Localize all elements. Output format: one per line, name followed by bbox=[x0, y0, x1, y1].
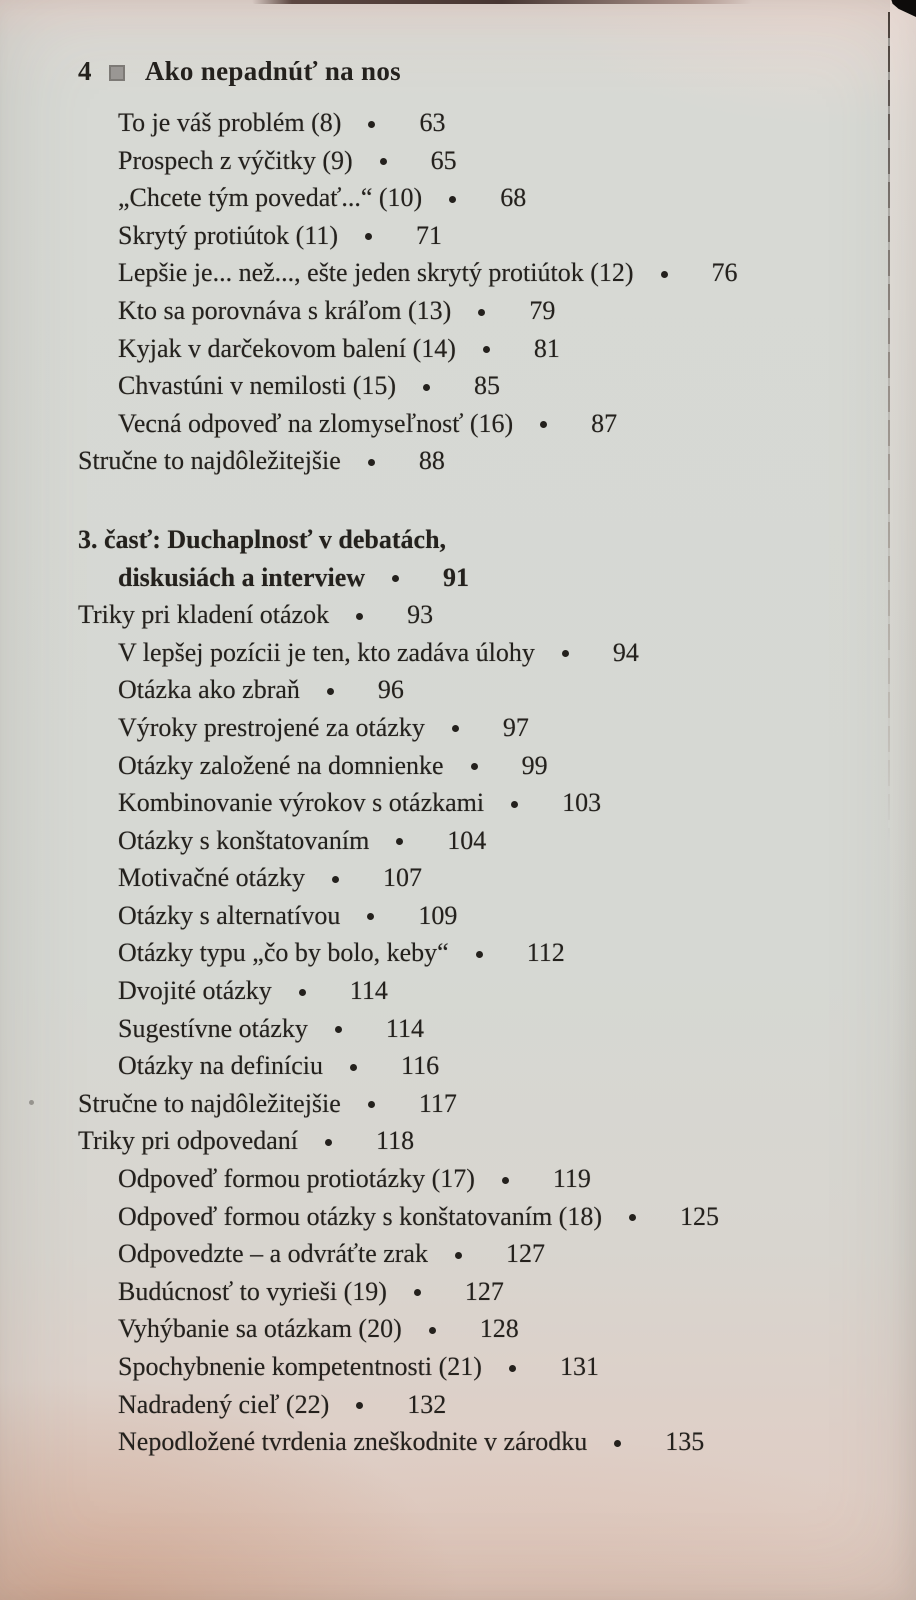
toc-entry bbox=[78, 179, 878, 217]
entry-page-number: 85 bbox=[474, 371, 501, 401]
entry-title: To je váš problém (8) bbox=[118, 108, 342, 137]
bullet-icon bbox=[471, 763, 478, 770]
bullet-icon bbox=[396, 838, 403, 845]
bullet-icon bbox=[540, 421, 547, 428]
entry-title: V lepšej pozícii je ten, kto zadáva úlohy bbox=[118, 637, 535, 667]
bullet-icon bbox=[367, 913, 374, 920]
entry-page-number: 88 bbox=[418, 446, 445, 476]
toc-list bbox=[78, 104, 878, 1461]
bullet-icon bbox=[368, 121, 375, 128]
entry-page-number: 96 bbox=[377, 675, 404, 705]
toc-entry bbox=[78, 859, 878, 897]
entry-page-number: 125 bbox=[680, 1201, 719, 1231]
entry-title: Skrytý protiútok (11) bbox=[118, 220, 339, 250]
entry-page-number: 97 bbox=[502, 712, 529, 742]
bullet-icon bbox=[614, 1440, 621, 1447]
bullet-icon bbox=[392, 575, 399, 582]
entry-page-number: 94 bbox=[612, 637, 639, 667]
bullet-icon bbox=[476, 951, 483, 958]
entry-page-number: 135 bbox=[665, 1427, 705, 1457]
square-bullet-icon bbox=[109, 65, 125, 81]
page-number: 4 bbox=[78, 56, 92, 86]
toc-entry bbox=[78, 897, 878, 935]
toc-entry bbox=[78, 972, 878, 1010]
toc-entry bbox=[78, 142, 878, 180]
bullet-icon bbox=[509, 1365, 516, 1372]
toc-entry bbox=[78, 1047, 878, 1085]
toc-entry bbox=[78, 254, 878, 292]
bullet-icon bbox=[350, 1064, 357, 1071]
entry-page-number: 63 bbox=[419, 108, 446, 137]
bullet-icon bbox=[325, 1139, 332, 1146]
bullet-icon bbox=[455, 1252, 462, 1259]
entry-title: Odpoveď formou protiotázky (17) bbox=[118, 1164, 475, 1194]
entry-title: Vyhýbanie sa otázkam (20) bbox=[118, 1314, 402, 1344]
entry-page-number: 127 bbox=[464, 1276, 504, 1306]
toc-entry bbox=[78, 405, 878, 443]
entry-page-number: 132 bbox=[407, 1389, 447, 1419]
page-edge-line bbox=[888, 12, 890, 842]
toc-entry bbox=[78, 521, 878, 559]
toc-entry bbox=[78, 634, 878, 672]
toc-entry bbox=[78, 1122, 878, 1160]
entry-title: Otázka ako zbraň bbox=[118, 675, 300, 705]
toc-entry bbox=[78, 1348, 878, 1386]
bullet-icon bbox=[511, 801, 518, 808]
entry-page-number: 93 bbox=[407, 600, 434, 630]
toc-entry bbox=[78, 1198, 878, 1236]
entry-title: Nepodložené tvrdenia zneškodnite v zárodku bbox=[118, 1427, 588, 1457]
entry-title: Otázky na definíciu bbox=[118, 1051, 324, 1081]
entry-title: Otázky typu „čo by bolo, keby“ bbox=[118, 938, 449, 968]
entry-page-number: 107 bbox=[383, 863, 422, 893]
entry-title: Odpoveď formou otázky s konštatovaním (18) bbox=[118, 1201, 602, 1231]
entry-title: Otázky s alternatívou bbox=[118, 900, 341, 930]
toc-entry bbox=[78, 822, 878, 860]
bullet-icon bbox=[368, 459, 375, 466]
toc-entry bbox=[78, 1423, 878, 1461]
toc-entry bbox=[78, 784, 878, 822]
bullet-icon bbox=[562, 650, 569, 657]
toc-entry bbox=[78, 559, 878, 597]
entry-page-number: 114 bbox=[385, 1013, 424, 1043]
bullet-icon bbox=[423, 384, 430, 391]
entry-title: Kyjak v darčekovom balení (14) bbox=[118, 333, 456, 363]
entry-title: Lepšie je... než..., ešte jeden skrytý protiútok (12) bbox=[118, 258, 634, 288]
entry-title: Triky pri odpovedaní bbox=[78, 1126, 299, 1156]
entry-page-number: 116 bbox=[401, 1051, 440, 1081]
entry-page-number: 91 bbox=[443, 562, 470, 592]
toc-entry bbox=[78, 1386, 878, 1424]
bullet-icon bbox=[449, 196, 456, 203]
entry-page-number: 127 bbox=[505, 1239, 545, 1269]
entry-page-number: 131 bbox=[559, 1352, 599, 1381]
entry-title: Dvojité otázky bbox=[118, 976, 272, 1006]
entry-title: Otázky s konštatovaním bbox=[118, 825, 370, 855]
entry-page-number: 99 bbox=[521, 750, 548, 780]
entry-page-number: 109 bbox=[418, 900, 458, 930]
bullet-icon bbox=[502, 1177, 509, 1184]
entry-title: Motivačné otázky bbox=[118, 863, 305, 893]
entry-title: Budúcnosť to vyrieši (19) bbox=[118, 1276, 387, 1306]
bullet-icon bbox=[380, 158, 387, 165]
toc-entry bbox=[78, 292, 878, 330]
bullet-icon bbox=[327, 688, 334, 695]
bullet-icon bbox=[414, 1289, 421, 1296]
toc-entry bbox=[78, 1160, 878, 1198]
entry-page-number: 65 bbox=[430, 145, 457, 175]
bullet-icon bbox=[332, 876, 339, 883]
bullet-icon bbox=[483, 346, 490, 353]
entry-page-number: 114 bbox=[349, 976, 388, 1006]
toc-entry bbox=[78, 367, 878, 405]
bullet-icon bbox=[429, 1327, 436, 1334]
toc-entry bbox=[78, 747, 878, 785]
entry-page-number: 79 bbox=[529, 295, 556, 325]
entry-title: Nadradený cieľ (22) bbox=[118, 1389, 330, 1419]
running-header bbox=[78, 56, 878, 87]
toc-entry bbox=[78, 442, 878, 480]
toc-entry bbox=[78, 1085, 878, 1123]
entry-title: Otázky založené na domnienke bbox=[118, 750, 444, 780]
page-edge-strip bbox=[890, 0, 916, 1600]
toc-entry bbox=[78, 330, 878, 368]
entry-title: Vecná odpoveď na zlomyseľnosť (16) bbox=[118, 408, 514, 438]
toc-entry bbox=[78, 104, 878, 142]
entry-page-number: 117 bbox=[418, 1088, 457, 1118]
bullet-icon bbox=[356, 1402, 363, 1409]
toc-entry bbox=[78, 1310, 878, 1348]
toc-entry bbox=[78, 1235, 878, 1273]
page-content bbox=[78, 56, 878, 1461]
entry-title: Stručne to najdôležitejšie bbox=[78, 446, 341, 476]
entry-title: „Chcete tým povedať...“ (10) bbox=[118, 183, 423, 213]
entry-page-number: 76 bbox=[711, 258, 738, 288]
entry-page-number: 68 bbox=[500, 183, 527, 213]
entry-title: Triky pri kladení otázok bbox=[78, 600, 330, 630]
toc-entry bbox=[78, 217, 878, 255]
entry-title: Stručne to najdôležitejšie bbox=[78, 1088, 341, 1118]
bullet-icon bbox=[368, 1101, 375, 1108]
toc-entry bbox=[78, 1273, 878, 1311]
entry-title: Kto sa porovnáva s kráľom (13) bbox=[118, 295, 452, 325]
entry-title: Kombinovanie výrokov s otázkami bbox=[118, 788, 485, 818]
entry-title: diskusiách a interview bbox=[118, 562, 366, 592]
entry-page-number: 112 bbox=[526, 938, 565, 968]
toc-entry bbox=[78, 671, 878, 709]
entry-page-number: 87 bbox=[591, 408, 618, 438]
bullet-icon bbox=[629, 1214, 636, 1221]
bullet-icon bbox=[661, 271, 668, 278]
entry-page-number: 118 bbox=[376, 1126, 415, 1156]
entry-title: Chvastúni v nemilosti (15) bbox=[118, 371, 397, 401]
toc-entry bbox=[78, 1010, 878, 1048]
bullet-icon bbox=[365, 233, 372, 240]
entry-page-number: 71 bbox=[416, 220, 443, 250]
entry-page-number: 104 bbox=[447, 825, 487, 855]
toc-entry bbox=[78, 934, 878, 972]
top-edge-shadow bbox=[252, 0, 752, 4]
bullet-icon bbox=[478, 309, 485, 316]
entry-title: Spochybnenie kompetentnosti (21) bbox=[118, 1352, 482, 1381]
entry-page-number: 81 bbox=[533, 333, 560, 363]
bullet-icon bbox=[452, 725, 459, 732]
entry-page-number: 128 bbox=[479, 1314, 519, 1344]
entry-page-number: 119 bbox=[552, 1164, 591, 1194]
entry-title: Sugestívne otázky bbox=[118, 1013, 308, 1043]
entry-page-number: 103 bbox=[562, 788, 602, 818]
bullet-icon bbox=[335, 1026, 342, 1033]
book-title: Ako nepadnúť na nos bbox=[144, 56, 401, 86]
toc-entry bbox=[78, 596, 878, 634]
entry-title: Prospech z výčitky (9) bbox=[118, 145, 353, 175]
entry-title: Výroky prestrojené za otázky bbox=[118, 712, 425, 742]
bullet-icon bbox=[299, 989, 306, 996]
toc-entry bbox=[78, 709, 878, 747]
bullet-icon bbox=[356, 613, 363, 620]
entry-title: Odpovedzte – a odvráťte zrak bbox=[118, 1239, 428, 1269]
entry-title: 3. časť: Duchaplnosť v debatách, bbox=[78, 524, 447, 554]
